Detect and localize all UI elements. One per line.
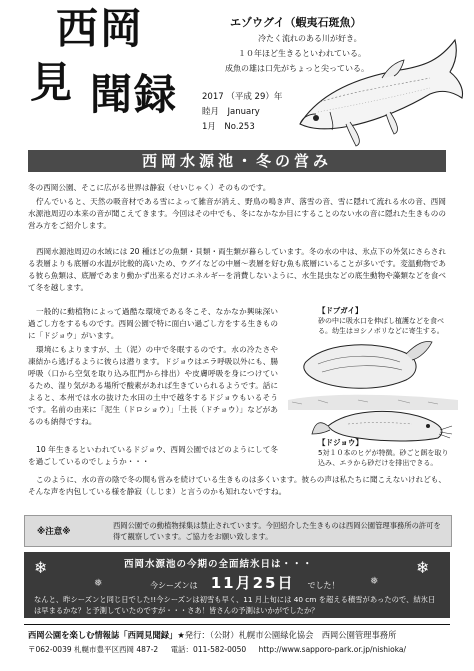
paragraph-2: 佇んでいると、天然の吸音材である雪によって雑音が消え、野鳥の鳴き声、落雪の音、雪に隠れて流れる水の音、西岡水源池周辺の本来の音が聞こえてきます。今回はその中でも、冬になかなか目にすることのない水の音に隠れた生きものの営み方をご紹介します。 [28,197,446,230]
footer-publication [28,629,396,641]
notice-box [24,515,452,547]
caption-dojou-text: 5対１０本のヒゲが特徴。砂ごと餌を取り込み、エラから砂だけを排出できる。 [318,449,449,467]
issue-number: 1月 No.253 [202,122,255,132]
ezougui-fish-illustration [290,32,468,152]
footer [24,624,450,665]
footer-url[interactable]: http://www.sapporo-park.or.jp/nishioka/ [258,645,407,654]
fish-name: エゾウグイ（蝦夷石斑魚） [230,16,362,29]
snowflake-icon: ❅ [370,576,379,587]
fish-desc-3: 成魚の雄は口先がちょっと尖っている。 [225,64,369,73]
paragraph-3: 西岡水源池周辺の水域には 20 種ほどの魚類・貝類・両生類が暮らしています。冬の水の中は、氷点下の外気にさらされる表層よりも底層の水温が比較的高いため、ウグイなどの中層〜表層を好む魚も底層にいることが多いです。変温動物である彼ら魚類は、底層であまり動かず出来るだけエネルギーを消費しないように、水生昆虫などの底生動物や藻類などを食べて冬を越します。 [28,247,446,292]
ice-date-pre: 今シーズンは [150,581,198,590]
footer-tel: 電話：011-582-0050 [170,645,247,654]
footer-address: 〒062-0039 札幌市豊平区西岡 487-2 [28,645,159,654]
paragraph-5: 環境にもよりますが、土（泥）の中で冬眠するのです。水の冷たさや凍結から逃げるように彼らは潜ります。ドジョウはエラ呼吸以外にも、腸呼吸（口から空気を取り込み肛門から排出）や皮膚呼吸を身につけているため、湿り気がある場所で酸素があれば生きていられるようです。話によると、本州では水の抜けた水田の土中で越冬するドジョウもいるそうです。名前の由来に「泥生（ドロショウ）」「土長（ドチョウ）」などがあるのも納得ですね。 [28,345,278,426]
caption-dojou-title: 【ドジョウ】 [318,438,363,447]
issue-year: 2017 （平成 29）年 [202,92,283,102]
paragraph-4: 一般的に動植物によって過酷な環境である冬こそ、なかなか興味深い過ごし方をするものです。西岡公園で特に面白い過ごし方をする生きものに「ドジョウ」がいます。 [28,307,278,340]
paragraph-6: 10 年生きるといわれているドジョウ、西岡公園ではどのようにして冬を過ごしているのでしょうか・・・ [28,445,278,466]
ice-date-post: でした！ [307,581,340,590]
notice-label: ※注意※ [37,527,71,537]
snowflake-icon: ❅ [94,578,103,589]
mussel-loach-illustration [288,330,458,448]
masthead-title-bunroku: 聞録 [90,70,179,119]
issue-month: 睦月 January [202,107,260,117]
paragraph-7: このように、水の音の陰で冬の間も営みを続けている生きものは多くいます。彼らの声は私たちに聞こえないけれども、そんな声を内包している様を静寂（しじま）と言うのかも知れないですね。 [28,475,446,496]
caption-dobugai-title: 【ドブガイ】 [318,306,363,315]
snowflake-icon: ❄ [34,558,48,577]
paragraph-1: 冬の西岡公園、そこに広がる世界は静寂（せいじゃく）そのものです。 [28,183,271,192]
ice-date-box [24,552,450,618]
caption-dobugai-text: 砂の中に吸水口を伸ばし植護などを食べる。幼生はヨシノボリなどに寄生する。 [318,317,444,335]
ice-title: 西岡水源池の今期の全面結氷日は・・・ [124,559,314,570]
ice-date: 11月25日 [210,574,295,592]
footer-publisher: ★発行：（公財）札幌市公園緑化協会 西岡公園管理事務所 [177,630,397,640]
section-banner: 西岡水源池・冬の営み [28,150,446,172]
masthead-title-line1: 西岡 [56,4,145,53]
notice-text: 西岡公園での動植物採集は禁止されています。今回紹介した生きものは西岡公園管理事務所の許可を得て観察しています。ご協力をお願い致します。 [113,521,441,541]
footer-contact [28,644,406,655]
masthead-title-ken: 見 [30,58,75,107]
ice-date-line [150,572,340,593]
ice-text: なんと、昨シーズンと同じ日でした!!今シーズンは初雪も早く、11 月上旬には 40 cm を超える積雪があったので、結氷日は早まるかな？と予測していたのですが・・・さあ！皆さんの予測はいかがでしたか？ [34,595,436,615]
snowflake-icon: ❄ [416,558,430,577]
fish-desc-2: １０年ほど生きるといわれている。 [238,49,366,58]
footer-publication-name: 西岡公園を楽しむ情報誌「西岡見聞録」 [28,630,178,640]
caption-dojou [318,438,453,468]
fish-desc-1: 冷たく流れのある川が好き。 [258,34,362,43]
